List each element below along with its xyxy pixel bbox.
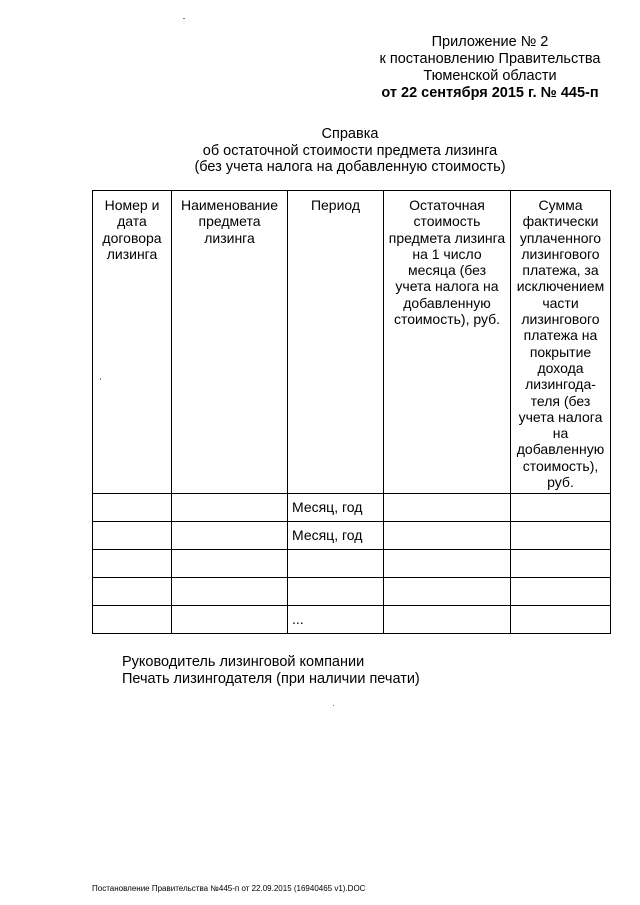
table-cell bbox=[93, 606, 172, 634]
column-header-line: лизинга bbox=[204, 229, 255, 246]
column-header-line: добавленную bbox=[403, 294, 491, 311]
column-header-line: стоимость), руб. bbox=[393, 311, 501, 328]
table-cell bbox=[93, 522, 172, 550]
column-header-1 bbox=[93, 191, 172, 494]
column-header-line: Период bbox=[310, 197, 361, 213]
appendix-region: Тюменской области bbox=[423, 68, 557, 84]
table-cell bbox=[384, 522, 511, 550]
table-cell bbox=[511, 550, 611, 578]
column-header-line: исключением bbox=[516, 278, 605, 295]
column-header-2 bbox=[172, 191, 288, 494]
table-cell bbox=[384, 494, 511, 522]
director-line: Руководитель лизинговой компании bbox=[122, 654, 365, 670]
column-header-line: платежа, за bbox=[522, 262, 599, 279]
column-header-line: дохода bbox=[537, 359, 584, 376]
document-heading bbox=[100, 126, 600, 176]
column-header-line: Остаточная bbox=[409, 197, 485, 213]
table-cell bbox=[172, 578, 288, 606]
table-row bbox=[93, 606, 611, 634]
column-header-line: месяца (без bbox=[407, 262, 487, 279]
column-header-4 bbox=[384, 191, 511, 494]
document-subtitle-note: (без учета налога на добавленную стоимость) bbox=[194, 159, 506, 175]
table-cell: Месяц, год bbox=[288, 494, 384, 522]
table-row bbox=[93, 522, 611, 550]
column-header-line: теля (без bbox=[530, 392, 591, 409]
table-cell bbox=[172, 494, 288, 522]
scan-speck bbox=[100, 378, 101, 380]
column-header-5 bbox=[511, 191, 611, 494]
column-header-line: Номер и bbox=[104, 197, 160, 213]
table-cell bbox=[511, 578, 611, 606]
column-header-line: покрытие bbox=[529, 343, 592, 360]
signature-block bbox=[122, 654, 420, 688]
table-cell bbox=[511, 494, 611, 522]
table-row bbox=[93, 578, 611, 606]
column-header-line: стоимость), bbox=[522, 457, 599, 474]
column-header-line: лизингода- bbox=[525, 376, 596, 393]
column-header-line: руб. bbox=[547, 474, 574, 491]
column-header-line: платежа на bbox=[523, 327, 598, 344]
table-cell bbox=[384, 606, 511, 634]
leasing-table bbox=[92, 190, 611, 634]
table-body bbox=[93, 494, 611, 634]
table-header-row bbox=[93, 191, 611, 494]
column-header-line: лизингового bbox=[521, 245, 600, 262]
table-cell bbox=[288, 578, 384, 606]
appendix-reference: к постановлению Правительства bbox=[379, 51, 601, 67]
column-header-line: Наименование bbox=[180, 197, 279, 213]
table-cell bbox=[172, 522, 288, 550]
column-header-line: учета налога bbox=[518, 408, 603, 425]
document-subtitle: об остаточной стоимости предмета лизинга bbox=[202, 142, 498, 159]
table-cell bbox=[93, 494, 172, 522]
table-cell bbox=[511, 606, 611, 634]
table-cell bbox=[384, 550, 511, 578]
column-header-line: предмета лизинга bbox=[388, 229, 506, 246]
scan-speck bbox=[183, 18, 185, 19]
table-cell: Месяц, год bbox=[288, 522, 384, 550]
table-cell bbox=[93, 550, 172, 578]
column-header-line: лизинга bbox=[106, 245, 158, 262]
column-header-line: договора bbox=[102, 229, 162, 246]
table-cell bbox=[288, 550, 384, 578]
document-title: Справка bbox=[321, 126, 379, 142]
table-row bbox=[93, 494, 611, 522]
file-footer: Постановление Правительства №445-п от 22.09.2015 (16940465 v1).DOC bbox=[92, 884, 366, 893]
column-header-line: уплаченного bbox=[519, 229, 602, 246]
table-cell bbox=[172, 606, 288, 634]
column-header-line: на bbox=[552, 425, 569, 442]
column-header-line: дата bbox=[117, 213, 147, 230]
table-cell: ... bbox=[288, 606, 384, 634]
appendix-number: Приложение № 2 bbox=[431, 34, 549, 50]
table-cell bbox=[93, 578, 172, 606]
column-header-line: предмета bbox=[198, 213, 261, 230]
column-header-line: фактически bbox=[522, 213, 599, 230]
seal-line: Печать лизингодателя (при наличии печати) bbox=[122, 671, 420, 687]
table-cell bbox=[384, 578, 511, 606]
column-header-line: Сумма bbox=[538, 197, 583, 213]
table-row bbox=[93, 550, 611, 578]
table-cell bbox=[172, 550, 288, 578]
column-header-line: части bbox=[542, 294, 579, 311]
appendix-date: от 22 сентября 2015 г. № 445-п bbox=[381, 85, 599, 101]
column-header-3 bbox=[288, 191, 384, 494]
column-header-line: лизингового bbox=[521, 311, 600, 328]
table-cell bbox=[511, 522, 611, 550]
column-header-line: учета налога на bbox=[395, 278, 499, 295]
column-header-line: на 1 число bbox=[412, 245, 482, 262]
column-header-line: стоимость bbox=[413, 213, 481, 230]
column-header-line: добавленную bbox=[516, 441, 605, 458]
scan-speck bbox=[333, 705, 334, 706]
appendix-block bbox=[350, 34, 630, 102]
